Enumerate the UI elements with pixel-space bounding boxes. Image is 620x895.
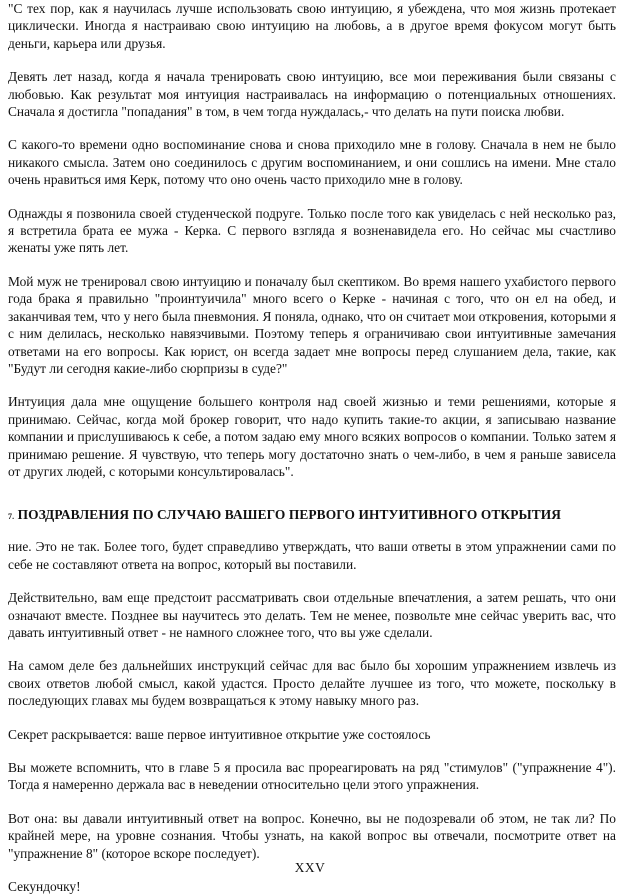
paragraph: Секундочку! [8,879,81,895]
paragraph: Вы можете вспомнить, что в главе 5 я просила вас прореагировать на ряд "стимулов" ("упражнение 4"). Тогда я намеренно держала вас в неведении относительно цели этого упражнения. [8,760,616,793]
text-column [8,0,616,895]
page-number: XXV [294,860,326,875]
section-number: 7. [8,512,15,522]
paragraph: Мой муж не тренировал свою интуицию и поначалу был скептиком. Во время нашего ухабистого первого года брака я правильно "проинтуичила" много всего о Керке - начиная с того, что он ел на обед, и заканчивая тем, что у него была пневмония. Я поняла, однако, что он считает мои откровения, которыми я с ним делилась, несколько навязчивыми. Поэтому теперь я ограничиваю свои интуитивные замечания ответами на его вопросы. Как юрист, он всегда задает мне вопросы перед слушанием дела, такие, как "Будут ли сегодня какие-либо сюрпризы в суде?" [8,273,616,376]
paragraph: На самом деле без дальнейших инструкций сейчас для вас было бы хорошим упражнением извлечь из своих ответов любой смысл, какой удастся. Просто делайте лучшее из того, что можете, поскольку в последующих главах мы будем возвращаться к этому навыку много раз. [8,658,616,709]
paragraph: "С тех пор, как я научилась лучше использовать свою интуицию, я убеждена, что моя жизнь протекает циклически. Иногда я настраиваю свою интуицию на любовь, а в другое время фокусом могут быть деньги, карьера или друзья. [8,1,616,51]
paragraph: Вот она: вы давали интуитивный ответ на вопрос. Конечно, вы не подозревали об этом, не так ли? По крайней мере, на уровне сознания. Чтобы узнать, на какой вопрос вы отвечали, посмотрите ответ на "упражнение 8" (которое вскоре последует). [8,810,616,861]
section-title: ПОЗДРАВЛЕНИЯ ПО СЛУЧАЮ ВАШЕГО ПЕРВОГО ИНТУИТИВНОГО ОТКРЫТИЯ [17,507,562,523]
paragraph: Девять лет назад, когда я начала тренировать свою интуицию, все мои переживания были связаны с любовью. Как результат моя интуиция настраивалась на информацию о потенциальных отношениях. Сначала я достигла "попадания" в том, в чем тогда нуждалась,- что делать на пути поиска любви. [8,69,616,120]
paragraph: С какого-то времени одно воспоминание снова и снова приходило мне в голову. Сначала в нем не было никакого смысла. Затем оно соединилось с другим воспоминанием, и они сошлись на имени. Мне стало очень нравиться имя Керк, потому что оно очень часто приходило мне в голову. [8,137,616,188]
subheading-paragraph: Секрет раскрывается: ваше первое интуитивное открытие уже состоялось [8,726,431,742]
paragraph: Интуиция дала мне ощущение большего контроля над своей жизнью и теми решениями, которые я принимаю. Сейчас, когда мой брокер говорит, что надо купить такие-то акции, я записываю название компании и прислушиваюсь к себе, а потом задаю ему много всяких вопросов о компании. Только затем я принимаю решение. Я чувствую, что теперь могу достаточно знать о чем-либо, в чем я раньше зависела от других людей, с которыми консультировалась". [8,394,616,479]
paragraph: Однажды я позвонила своей студенческой подруге. Только после того как увиделась с ней несколько раз, я встретила брата ее мужа - Керка. С первого взгляда я возненавидела его. Но сейчас мы счастливо женаты уже пять лет. [8,205,616,256]
section-heading [8,506,616,525]
paragraph: ние. Это не так. Более того, будет справедливо утверждать, что ваши ответы в этом упражнении сами по себе не составляют ответа на вопрос, который вы поставили. [8,539,616,572]
paragraph: Действительно, вам еще предстоит рассматривать свои отдельные впечатления, а затем решать, что они означают вместе. Позднее вы научитесь это делать. Тем не менее, позвольте мне сейчас уверить вас, что давать интуитивный ответ - не намного сложнее того, что вы уже сделали. [8,590,616,640]
